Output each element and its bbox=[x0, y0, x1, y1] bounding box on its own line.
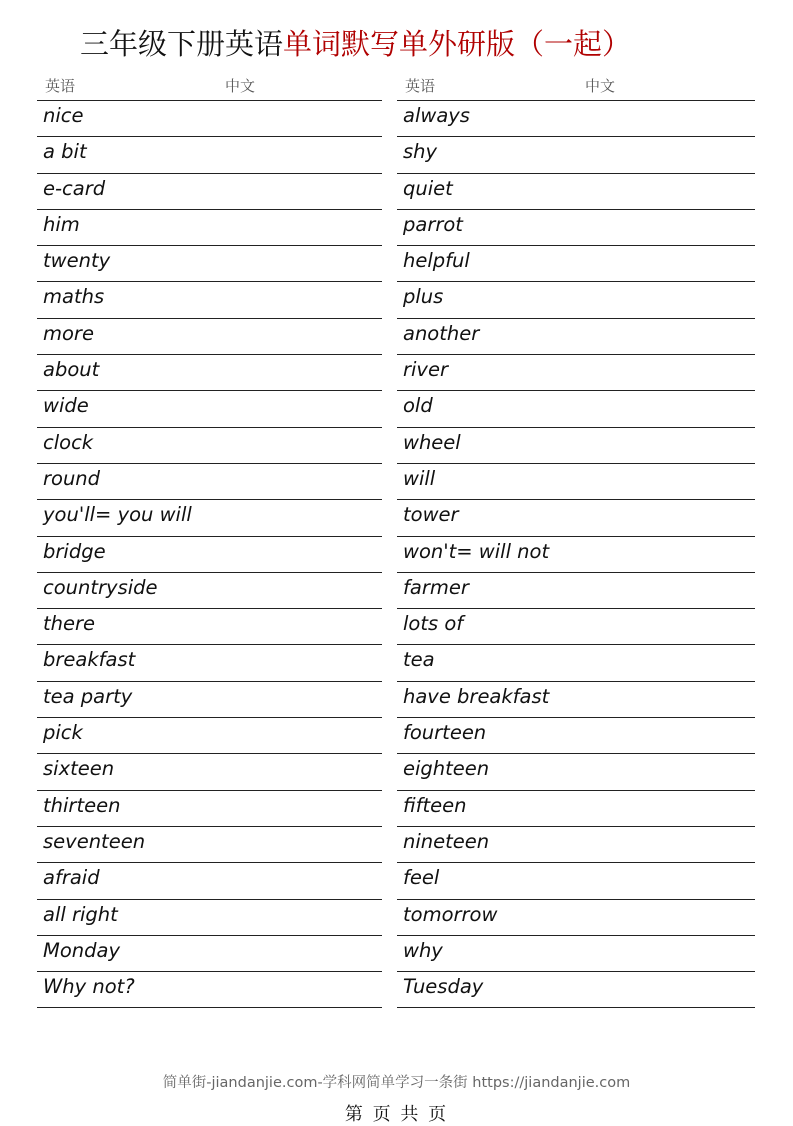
right-column-header bbox=[397, 68, 755, 101]
word-row bbox=[397, 537, 755, 573]
english-word: fourteen bbox=[403, 721, 487, 745]
english-word: him bbox=[43, 212, 80, 236]
word-row bbox=[37, 428, 382, 464]
word-row bbox=[37, 174, 382, 210]
english-word: fifteen bbox=[403, 793, 467, 817]
word-row bbox=[37, 210, 382, 246]
word-row bbox=[37, 682, 382, 718]
english-word: nice bbox=[43, 104, 84, 127]
word-row bbox=[37, 319, 382, 355]
header-english: 英语 bbox=[45, 77, 76, 95]
word-row bbox=[397, 936, 755, 972]
header-chinese: 中文 bbox=[225, 77, 256, 95]
english-word: e-card bbox=[43, 176, 106, 200]
word-row bbox=[397, 827, 755, 863]
english-word: plus bbox=[403, 285, 444, 309]
english-word: feel bbox=[403, 866, 440, 890]
english-word: tea bbox=[403, 648, 435, 672]
english-word: have breakfast bbox=[403, 684, 550, 708]
word-row bbox=[397, 754, 755, 790]
word-row bbox=[397, 174, 755, 210]
word-row bbox=[397, 972, 755, 1008]
english-word: always bbox=[403, 104, 470, 127]
word-row bbox=[37, 791, 382, 827]
left-column-header bbox=[37, 68, 382, 101]
english-word: seventeen bbox=[43, 829, 146, 853]
right-rows bbox=[397, 101, 755, 1008]
english-word: pick bbox=[43, 721, 83, 745]
english-word: sixteen bbox=[43, 757, 115, 781]
english-word: clock bbox=[43, 430, 94, 454]
english-word: parrot bbox=[403, 212, 463, 236]
word-row bbox=[37, 972, 382, 1008]
word-row bbox=[37, 355, 382, 391]
word-row bbox=[397, 900, 755, 936]
english-word: thirteen bbox=[43, 793, 121, 817]
word-row bbox=[397, 500, 755, 536]
english-word: countryside bbox=[43, 575, 158, 599]
english-word: Tuesday bbox=[403, 975, 484, 999]
header-english: 英语 bbox=[405, 77, 436, 95]
english-word: tower bbox=[403, 503, 459, 527]
word-row bbox=[397, 282, 755, 318]
word-row bbox=[37, 573, 382, 609]
word-row bbox=[397, 863, 755, 899]
word-row bbox=[397, 210, 755, 246]
word-row bbox=[397, 319, 755, 355]
english-word: lots of bbox=[403, 612, 464, 636]
english-word: helpful bbox=[403, 249, 470, 273]
word-row bbox=[37, 609, 382, 645]
word-row bbox=[37, 754, 382, 790]
word-row bbox=[397, 573, 755, 609]
english-word: round bbox=[43, 466, 101, 490]
english-word: a bit bbox=[43, 140, 87, 164]
english-word: there bbox=[43, 612, 96, 636]
left-rows bbox=[37, 101, 382, 1008]
english-word: about bbox=[43, 358, 100, 382]
english-word: Why not? bbox=[43, 975, 135, 999]
english-word: twenty bbox=[43, 249, 111, 273]
word-row bbox=[37, 718, 382, 754]
english-word: wheel bbox=[403, 430, 461, 454]
english-word: why bbox=[403, 938, 443, 962]
english-word: tea party bbox=[43, 684, 133, 708]
word-row bbox=[37, 537, 382, 573]
word-row bbox=[397, 464, 755, 500]
word-row bbox=[37, 391, 382, 427]
english-word: won't= will not bbox=[403, 539, 550, 563]
english-word: maths bbox=[43, 285, 105, 309]
title-part-1: 三年级下册英语 bbox=[80, 27, 284, 61]
english-word: all right bbox=[43, 902, 118, 926]
english-word: farmer bbox=[403, 575, 469, 599]
word-row bbox=[37, 137, 382, 173]
word-row bbox=[37, 827, 382, 863]
english-word: river bbox=[403, 358, 448, 382]
english-word: wide bbox=[43, 394, 89, 418]
word-row bbox=[37, 101, 382, 137]
english-word: another bbox=[403, 321, 480, 345]
footer-text: 简单街-jiandanjie.com-学科网简单学习一条街 https://jiandanjie.com bbox=[162, 1075, 631, 1091]
word-row bbox=[397, 101, 755, 137]
word-row bbox=[397, 682, 755, 718]
word-row bbox=[397, 791, 755, 827]
english-word: more bbox=[43, 321, 94, 345]
english-word: you'll= you will bbox=[43, 503, 192, 527]
english-word: quiet bbox=[403, 176, 453, 200]
english-word: breakfast bbox=[43, 648, 136, 672]
english-word: shy bbox=[403, 140, 438, 164]
word-row bbox=[397, 246, 755, 282]
word-row bbox=[37, 863, 382, 899]
word-row bbox=[397, 355, 755, 391]
english-word: tomorrow bbox=[403, 902, 498, 926]
english-word: Monday bbox=[43, 938, 120, 962]
word-row bbox=[37, 936, 382, 972]
word-row bbox=[37, 464, 382, 500]
title-part-2: 单词默写单外研版（一起） bbox=[283, 27, 632, 61]
english-word: will bbox=[403, 466, 436, 490]
word-row bbox=[397, 645, 755, 681]
word-row bbox=[397, 609, 755, 645]
english-word: bridge bbox=[43, 539, 106, 563]
header-chinese: 中文 bbox=[585, 77, 616, 95]
page-title bbox=[80, 22, 631, 63]
word-row bbox=[397, 718, 755, 754]
word-row bbox=[37, 282, 382, 318]
english-word: nineteen bbox=[403, 829, 490, 853]
word-row bbox=[37, 500, 382, 536]
word-row bbox=[397, 391, 755, 427]
page-number: 第 页 共 页 bbox=[344, 1104, 449, 1125]
word-row bbox=[37, 900, 382, 936]
word-row bbox=[397, 137, 755, 173]
left-word-column bbox=[37, 68, 382, 1008]
word-row bbox=[37, 246, 382, 282]
word-row bbox=[397, 428, 755, 464]
english-word: eighteen bbox=[403, 757, 490, 781]
english-word: old bbox=[403, 394, 433, 418]
english-word: afraid bbox=[43, 866, 100, 890]
right-word-column bbox=[397, 68, 755, 1008]
word-row bbox=[37, 645, 382, 681]
